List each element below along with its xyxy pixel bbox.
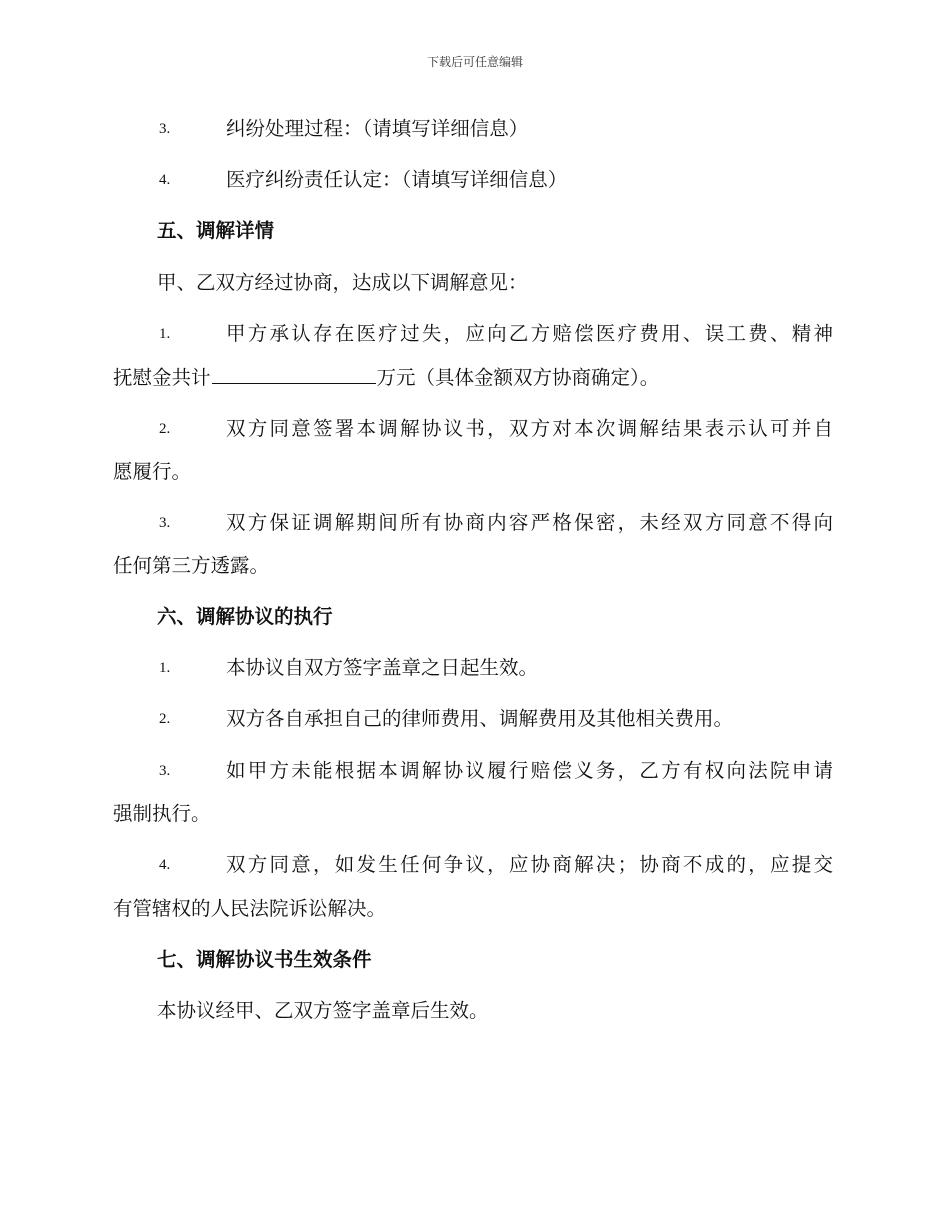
item-text: 医疗纠纷责任认定：（请填写详细信息） <box>226 168 568 191</box>
item-number: 2. <box>159 711 171 727</box>
item-number: 4. <box>159 857 171 873</box>
item-text-pre-blank: 抚慰金共计 <box>113 366 211 389</box>
section-heading-5: 五、调解详情 <box>157 219 275 242</box>
amount-blank[interactable] <box>212 365 376 384</box>
page-header: 下载后可任意编辑 <box>426 55 523 69</box>
item-number: 3. <box>159 763 171 779</box>
item-text-line2: 强制执行。 <box>113 802 211 825</box>
item-text-line1: 双方同意签署本调解协议书，双方对本次调解结果表示认可并自 <box>226 417 833 440</box>
item-text-line1: 双方同意，如发生任何争议，应协商解决；协商不成的，应提交 <box>226 853 833 876</box>
section-heading-6: 六、调解协议的执行 <box>157 605 333 628</box>
item-text-line2: 愿履行。 <box>113 460 192 483</box>
item-text-line1: 如甲方未能根据本调解协议履行赔偿义务，乙方有权向法院申请 <box>226 759 833 782</box>
item-text: 本协议自双方签字盖章之日起生效。 <box>226 656 539 679</box>
item-number: 3. <box>159 121 171 137</box>
item-text-line2: 任何第三方透露。 <box>113 554 270 577</box>
item-number: 2. <box>159 421 171 437</box>
section-5-intro: 甲、乙双方经过协商，达成以下调解意见： <box>157 271 528 294</box>
item-number: 3. <box>159 515 171 531</box>
item-text: 纠纷处理过程：（请填写详细信息） <box>226 117 529 140</box>
item-text-line1: 甲方承认存在医疗过失，应向乙方赔偿医疗费用、误工费、精神 <box>226 322 833 345</box>
item-text-line1: 双方保证调解期间所有协商内容严格保密，未经双方同意不得向 <box>226 511 833 534</box>
section-7-text: 本协议经甲、乙双方签字盖章后生效。 <box>157 999 489 1022</box>
section-heading-7: 七、调解协议书生效条件 <box>157 948 372 971</box>
item-number: 4. <box>159 172 171 188</box>
item-text-line2 <box>113 365 659 391</box>
item-text-line2: 有管辖权的人民法院诉讼解决。 <box>113 897 387 920</box>
item-text: 双方各自承担自己的律师费用、调解费用及其他相关费用。 <box>226 707 734 730</box>
item-number: 1. <box>159 660 171 676</box>
item-number: 1. <box>159 326 171 342</box>
item-text-post-blank: 万元（具体金额双方协商确定）。 <box>376 366 660 389</box>
